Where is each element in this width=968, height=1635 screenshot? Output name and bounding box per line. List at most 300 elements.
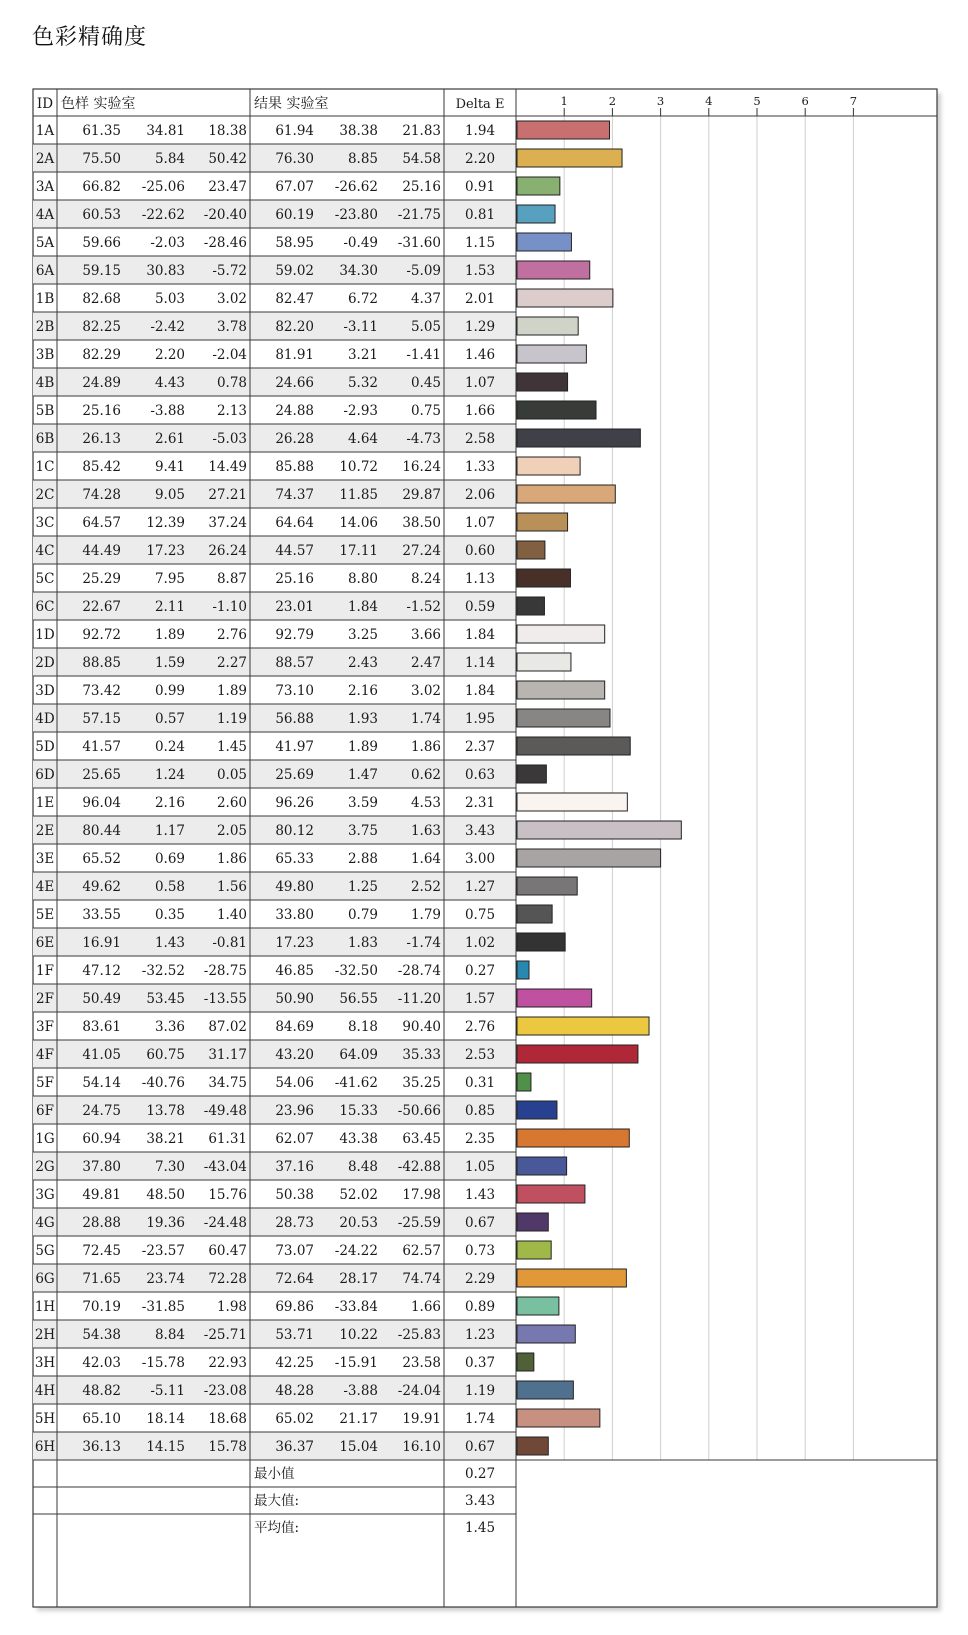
row-id: 1H xyxy=(34,1299,56,1315)
row-id: 5E xyxy=(35,907,55,923)
sample-value: 74.28 xyxy=(82,487,121,503)
sample-value: 18.68 xyxy=(208,1411,247,1427)
row-id: 3D xyxy=(35,683,55,699)
bar-6G xyxy=(517,1269,626,1287)
result-value: 60.19 xyxy=(275,207,314,223)
sample-value: 14.49 xyxy=(208,459,247,475)
row-id: 5D xyxy=(35,739,55,755)
sample-value: 15.76 xyxy=(208,1187,247,1203)
sample-value: 37.24 xyxy=(208,515,247,531)
result-value: 0.45 xyxy=(410,375,441,391)
bar-1E xyxy=(517,793,627,811)
sample-value: 3.78 xyxy=(216,319,247,335)
row-id: 5G xyxy=(35,1243,55,1259)
result-value: 2.47 xyxy=(410,655,441,671)
sample-value: 1.24 xyxy=(154,767,185,783)
result-value: 73.10 xyxy=(275,683,314,699)
bar-2F xyxy=(517,989,592,1007)
result-value: 59.02 xyxy=(275,263,314,279)
sample-value: 9.05 xyxy=(154,487,185,503)
row-id: 4B xyxy=(35,375,55,391)
sample-value: 1.19 xyxy=(216,711,247,727)
sample-value: 2.11 xyxy=(154,599,185,615)
sample-value: 82.68 xyxy=(82,291,121,307)
sample-value: 92.72 xyxy=(82,627,121,643)
result-value: 3.75 xyxy=(347,823,378,839)
sample-value: 36.13 xyxy=(82,1439,121,1455)
sample-value: 25.16 xyxy=(82,403,121,419)
result-value: 8.48 xyxy=(347,1159,378,1175)
result-value: 1.25 xyxy=(347,879,378,895)
row-id: 4F xyxy=(36,1047,54,1063)
sample-value: 7.95 xyxy=(154,571,185,587)
delta-e-value: 1.15 xyxy=(464,235,496,251)
sample-value: 1.89 xyxy=(216,683,247,699)
result-value: 8.85 xyxy=(347,151,378,167)
sample-value: 3.02 xyxy=(216,291,247,307)
sample-value: 85.42 xyxy=(82,459,121,475)
bar-5E xyxy=(517,905,552,923)
delta-e-value: 2.01 xyxy=(464,291,496,307)
bar-6B xyxy=(517,429,640,447)
row-id: 1E xyxy=(35,795,55,811)
result-value: -23.80 xyxy=(334,207,378,223)
sample-value: 24.89 xyxy=(82,375,121,391)
sample-value: 88.85 xyxy=(82,655,121,671)
sample-value: 71.65 xyxy=(82,1271,121,1287)
sample-value: 17.23 xyxy=(146,543,185,559)
sample-value: 18.14 xyxy=(146,1411,185,1427)
delta-e-value: 0.67 xyxy=(464,1215,496,1231)
result-value: 80.12 xyxy=(275,823,314,839)
sample-value: 34.75 xyxy=(208,1075,247,1091)
delta-e-value: 1.43 xyxy=(464,1187,496,1203)
result-value: 2.43 xyxy=(347,655,378,671)
row-id: 6C xyxy=(35,599,55,615)
result-value: 29.87 xyxy=(402,487,441,503)
result-value: 42.25 xyxy=(275,1355,314,1371)
result-value: 19.91 xyxy=(402,1411,441,1427)
row-id: 3F xyxy=(36,1019,54,1035)
bar-3E xyxy=(517,849,661,867)
sample-value: 53.45 xyxy=(146,991,185,1007)
result-value: 23.96 xyxy=(275,1103,314,1119)
bar-2D xyxy=(517,653,571,671)
result-value: 58.95 xyxy=(275,235,314,251)
delta-e-value: 0.67 xyxy=(464,1439,496,1455)
result-value: 96.26 xyxy=(275,795,314,811)
result-value: 56.88 xyxy=(275,711,314,727)
sample-value: -2.03 xyxy=(150,235,185,251)
row-id: 3C xyxy=(35,515,55,531)
sample-value: 38.21 xyxy=(146,1131,185,1147)
bar-4F xyxy=(517,1045,638,1063)
bar-5D xyxy=(517,737,630,755)
result-value: 8.80 xyxy=(347,571,378,587)
sample-value: 50.49 xyxy=(82,991,121,1007)
header-id: ID xyxy=(36,96,54,112)
result-value: -0.49 xyxy=(343,235,378,251)
row-id: 1B xyxy=(35,291,55,307)
sample-value: 23.74 xyxy=(146,1271,185,1287)
sample-value: 8.87 xyxy=(216,571,247,587)
result-value: 16.24 xyxy=(402,459,441,475)
result-value: 36.37 xyxy=(275,1439,314,1455)
result-value: 64.64 xyxy=(275,515,314,531)
result-value: -26.62 xyxy=(334,179,378,195)
sample-value: 1.43 xyxy=(154,935,185,951)
bar-5C xyxy=(517,569,570,587)
sample-value: 96.04 xyxy=(82,795,121,811)
delta-e-value: 2.35 xyxy=(464,1131,496,1147)
sample-value: 57.15 xyxy=(82,711,121,727)
result-value: -32.50 xyxy=(334,963,378,979)
result-value: 24.88 xyxy=(275,403,314,419)
delta-e-value: 2.53 xyxy=(464,1047,496,1063)
result-value: 6.72 xyxy=(347,291,378,307)
sample-value: 59.15 xyxy=(82,263,121,279)
result-value: 0.62 xyxy=(410,767,441,783)
bar-2E xyxy=(517,821,681,839)
sample-value: 65.52 xyxy=(82,851,121,867)
row-id: 3A xyxy=(35,179,55,195)
row-id: 4D xyxy=(35,711,55,727)
result-value: 43.20 xyxy=(275,1047,314,1063)
bar-6H xyxy=(517,1437,548,1455)
result-value: 3.25 xyxy=(347,627,378,643)
result-value: 85.88 xyxy=(275,459,314,475)
bar-4A xyxy=(517,205,555,223)
bar-3D xyxy=(517,681,605,699)
result-value: 3.21 xyxy=(347,347,378,363)
sample-value: 50.42 xyxy=(208,151,247,167)
result-value: 38.38 xyxy=(339,123,378,139)
sample-value: 2.76 xyxy=(216,627,247,643)
row-id: 6G xyxy=(35,1271,55,1287)
result-value: 54.06 xyxy=(275,1075,314,1091)
sample-value: 60.75 xyxy=(146,1047,185,1063)
result-value: 20.53 xyxy=(339,1215,378,1231)
sample-value: 47.12 xyxy=(82,963,121,979)
result-value: 37.16 xyxy=(275,1159,314,1175)
sample-value: 5.84 xyxy=(154,151,185,167)
row-id: 6F xyxy=(36,1103,54,1119)
sample-value: 1.56 xyxy=(216,879,247,895)
result-value: -5.09 xyxy=(406,263,441,279)
result-value: -33.84 xyxy=(334,1299,378,1315)
result-value: 10.72 xyxy=(339,459,378,475)
result-value: 28.17 xyxy=(339,1271,378,1287)
result-value: 65.33 xyxy=(275,851,314,867)
result-value: 62.07 xyxy=(275,1131,314,1147)
sample-value: 1.17 xyxy=(154,823,185,839)
result-value: 1.79 xyxy=(410,907,441,923)
bar-4D xyxy=(517,709,610,727)
result-value: 10.22 xyxy=(339,1327,378,1343)
sample-value: -20.40 xyxy=(203,207,247,223)
delta-e-value: 1.27 xyxy=(464,879,496,895)
sample-value: 0.57 xyxy=(154,711,185,727)
result-value: 54.58 xyxy=(402,151,441,167)
result-value: -41.62 xyxy=(334,1075,378,1091)
result-value: 1.74 xyxy=(410,711,441,727)
result-value: 74.74 xyxy=(402,1271,441,1287)
sample-value: -23.08 xyxy=(203,1383,247,1399)
result-value: 67.07 xyxy=(275,179,314,195)
delta-e-value: 1.23 xyxy=(464,1327,496,1343)
result-value: 65.02 xyxy=(275,1411,314,1427)
result-value: 1.84 xyxy=(347,599,378,615)
sample-value: 64.57 xyxy=(82,515,121,531)
result-value: -28.74 xyxy=(397,963,441,979)
row-id: 1F xyxy=(36,963,54,979)
sample-value: 28.88 xyxy=(82,1215,121,1231)
bar-6F xyxy=(517,1101,557,1119)
bar-5B xyxy=(517,401,596,419)
sample-value: -22.62 xyxy=(141,207,185,223)
x-tick-label: 7 xyxy=(849,94,858,108)
bar-3C xyxy=(517,513,568,531)
bar-2H xyxy=(517,1325,575,1343)
delta-e-value: 2.31 xyxy=(464,795,496,811)
sample-value: 1.45 xyxy=(216,739,247,755)
result-value: 61.94 xyxy=(275,123,314,139)
delta-e-value: 2.37 xyxy=(464,739,496,755)
sample-value: -23.57 xyxy=(141,1243,185,1259)
delta-e-value: 0.59 xyxy=(464,599,496,615)
sample-value: -5.72 xyxy=(212,263,247,279)
result-value: 14.06 xyxy=(339,515,378,531)
sample-value: -25.71 xyxy=(203,1327,247,1343)
result-value: -1.74 xyxy=(406,935,441,951)
sample-value: 2.61 xyxy=(154,431,185,447)
sample-value: 1.86 xyxy=(216,851,247,867)
delta-e-value: 1.14 xyxy=(464,655,496,671)
sample-value: 82.29 xyxy=(82,347,121,363)
result-value: 23.58 xyxy=(402,1355,441,1371)
sample-value: 72.28 xyxy=(208,1271,247,1287)
sample-value: 83.61 xyxy=(82,1019,121,1035)
result-value: 2.88 xyxy=(347,851,378,867)
sample-value: 3.36 xyxy=(154,1019,185,1035)
bar-2B xyxy=(517,317,578,335)
delta-e-value: 0.60 xyxy=(464,543,496,559)
delta-e-value: 1.95 xyxy=(464,711,496,727)
row-id: 3H xyxy=(34,1355,56,1371)
sample-value: 0.35 xyxy=(154,907,185,923)
result-value: 35.25 xyxy=(402,1075,441,1091)
sample-value: -0.81 xyxy=(212,935,247,951)
x-tick-label: 1 xyxy=(560,94,568,108)
result-value: 4.64 xyxy=(347,431,378,447)
result-value: 38.50 xyxy=(402,515,441,531)
result-value: 1.86 xyxy=(410,739,441,755)
delta-e-value: 3.00 xyxy=(464,851,496,867)
sample-value: 0.05 xyxy=(216,767,247,783)
delta-e-value: 1.05 xyxy=(464,1159,496,1175)
bar-6A xyxy=(517,261,590,279)
sample-value: 37.80 xyxy=(82,1159,121,1175)
result-value: 8.18 xyxy=(347,1019,378,1035)
row-id: 6A xyxy=(35,263,55,279)
bar-1H xyxy=(517,1297,559,1315)
sample-value: 66.82 xyxy=(82,179,121,195)
sample-value: 49.81 xyxy=(82,1187,121,1203)
delta-e-value: 0.91 xyxy=(464,179,496,195)
sample-value: -2.04 xyxy=(212,347,247,363)
sample-value: 1.89 xyxy=(154,627,185,643)
sample-value: 70.19 xyxy=(82,1299,121,1315)
color-accuracy-report xyxy=(33,89,937,1607)
row-id: 5H xyxy=(34,1411,56,1427)
sample-value: 8.84 xyxy=(154,1327,185,1343)
sample-value: 61.31 xyxy=(208,1131,247,1147)
result-value: -3.11 xyxy=(343,319,378,335)
sample-value: 26.24 xyxy=(208,543,247,559)
result-value: 17.23 xyxy=(275,935,314,951)
result-value: 26.28 xyxy=(275,431,314,447)
result-value: 3.66 xyxy=(410,627,441,643)
row-id: 1A xyxy=(35,123,55,139)
sample-value: -15.78 xyxy=(141,1355,185,1371)
sample-value: 54.14 xyxy=(82,1075,121,1091)
result-value: 46.85 xyxy=(275,963,314,979)
sample-value: 31.17 xyxy=(208,1047,247,1063)
result-value: 21.83 xyxy=(402,123,441,139)
result-value: 84.69 xyxy=(275,1019,314,1035)
summary-label: 最大值: xyxy=(254,1493,300,1509)
result-value: 1.64 xyxy=(410,851,441,867)
bar-4C xyxy=(517,541,545,559)
sample-value: 41.57 xyxy=(82,739,121,755)
header-result-lab: 结果 实验室 xyxy=(254,96,329,112)
row-id: 6H xyxy=(34,1439,56,1455)
sample-value: 5.03 xyxy=(154,291,185,307)
row-id: 3E xyxy=(35,851,55,867)
sample-value: 19.36 xyxy=(146,1215,185,1231)
delta-e-value: 0.85 xyxy=(464,1103,496,1119)
bar-1D xyxy=(517,625,605,643)
delta-e-value: 1.74 xyxy=(464,1411,496,1427)
sample-value: 2.05 xyxy=(216,823,247,839)
sample-value: 0.99 xyxy=(154,683,185,699)
row-id: 5A xyxy=(35,235,55,251)
row-id: 2A xyxy=(35,151,55,167)
sample-value: -2.42 xyxy=(150,319,185,335)
sample-value: 4.43 xyxy=(154,375,185,391)
sample-value: -5.11 xyxy=(150,1383,185,1399)
row-id: 4H xyxy=(34,1383,56,1399)
header-sample-lab: 色样 实验室 xyxy=(61,96,136,112)
row-id: 4G xyxy=(35,1215,55,1231)
result-value: -1.41 xyxy=(406,347,441,363)
delta-e-value: 1.07 xyxy=(464,375,496,391)
sample-value: 22.93 xyxy=(208,1355,247,1371)
sample-value: 14.15 xyxy=(146,1439,185,1455)
bar-2G xyxy=(517,1157,567,1175)
sample-value: 60.53 xyxy=(82,207,121,223)
row-id: 6B xyxy=(35,431,55,447)
row-id: 2G xyxy=(35,1159,55,1175)
delta-e-value: 2.58 xyxy=(464,431,496,447)
result-value: -21.75 xyxy=(397,207,441,223)
row-id: 4E xyxy=(35,879,55,895)
delta-e-value: 1.94 xyxy=(464,123,496,139)
sample-value: -24.48 xyxy=(203,1215,247,1231)
sample-value: 42.03 xyxy=(82,1355,121,1371)
result-value: 8.24 xyxy=(410,571,441,587)
x-tick-label: 4 xyxy=(705,94,713,108)
result-value: 76.30 xyxy=(275,151,314,167)
result-value: 88.57 xyxy=(275,655,314,671)
summary-label: 最小值 xyxy=(254,1466,295,1482)
result-value: 63.45 xyxy=(402,1131,441,1147)
delta-e-value: 0.81 xyxy=(464,207,496,223)
sample-value: 2.16 xyxy=(154,795,185,811)
row-id: 2D xyxy=(35,655,55,671)
sample-value: 54.38 xyxy=(82,1327,121,1343)
sample-value: -3.88 xyxy=(150,403,185,419)
x-tick-label: 5 xyxy=(753,94,761,108)
sample-value: -28.46 xyxy=(203,235,247,251)
result-value: 25.69 xyxy=(275,767,314,783)
result-value: 64.09 xyxy=(339,1047,378,1063)
row-id: 4A xyxy=(35,207,55,223)
sample-value: 15.78 xyxy=(208,1439,247,1455)
result-value: 0.75 xyxy=(410,403,441,419)
result-value: 17.98 xyxy=(402,1187,441,1203)
result-value: -25.59 xyxy=(397,1215,441,1231)
delta-e-value: 1.07 xyxy=(464,515,496,531)
result-value: 21.17 xyxy=(339,1411,378,1427)
row-id: 2H xyxy=(34,1327,56,1343)
result-value: -24.22 xyxy=(334,1243,378,1259)
result-value: 72.64 xyxy=(275,1271,314,1287)
sample-value: 1.59 xyxy=(154,655,185,671)
bar-3A xyxy=(517,177,560,195)
sample-value: 1.40 xyxy=(216,907,247,923)
result-value: 5.05 xyxy=(410,319,441,335)
x-tick-label: 3 xyxy=(656,94,665,108)
sample-value: 0.58 xyxy=(154,879,185,895)
bar-4H xyxy=(517,1381,573,1399)
header-delta-e: Delta E xyxy=(455,97,505,112)
result-value: 52.02 xyxy=(339,1187,378,1203)
sample-value: 30.83 xyxy=(146,263,185,279)
result-value: 15.33 xyxy=(339,1103,378,1119)
result-value: 33.80 xyxy=(275,907,314,923)
bar-4B xyxy=(517,373,568,391)
sample-value: -49.48 xyxy=(203,1103,247,1119)
result-value: 41.97 xyxy=(275,739,314,755)
row-id: 5F xyxy=(36,1075,54,1091)
bar-1B xyxy=(517,289,613,307)
row-id: 3B xyxy=(35,347,55,363)
delta-e-value: 0.27 xyxy=(464,963,496,979)
result-value: 62.57 xyxy=(402,1243,441,1259)
report-table-chart xyxy=(33,89,937,1607)
delta-e-value: 0.73 xyxy=(464,1243,496,1259)
sample-value: 27.21 xyxy=(208,487,247,503)
row-id: 1C xyxy=(35,459,55,475)
bar-1F xyxy=(517,961,529,979)
result-value: 5.32 xyxy=(347,375,378,391)
result-value: 35.33 xyxy=(402,1047,441,1063)
sample-value: 22.67 xyxy=(82,599,121,615)
result-value: -24.04 xyxy=(397,1383,441,1399)
sample-value: 75.50 xyxy=(82,151,121,167)
sample-value: -1.10 xyxy=(212,599,247,615)
